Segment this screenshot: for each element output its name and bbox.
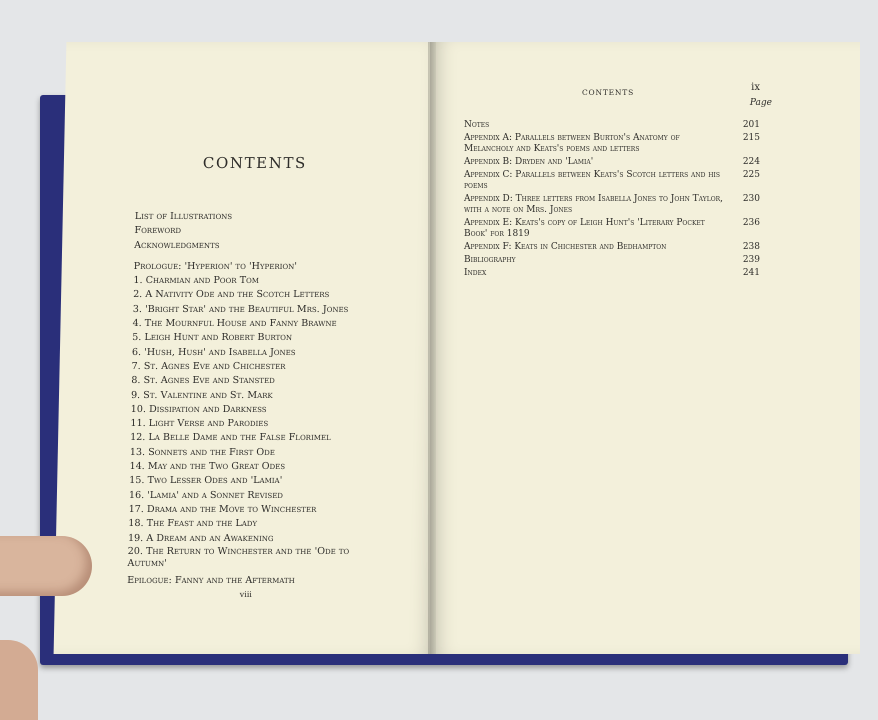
- toc-entry: 8. St. Agnes Eve and Stansted: [131, 375, 275, 387]
- toc-entry: 12. La Belle Dame and the False Florimel: [130, 432, 331, 444]
- toc-entry: Foreword: [134, 225, 182, 237]
- toc-entry: 20. The Return to Winchester and the 'Ode to Autumn': [127, 545, 350, 569]
- toc-entry: 7. St. Agnes Eve and Chichester: [131, 360, 286, 372]
- toc-entry: 6. 'Hush, Hush' and Isabella Jones: [131, 346, 296, 358]
- left-page: [54, 42, 449, 654]
- right-page: [430, 42, 860, 654]
- toc-entry: Appendix F: Keats in Chichester and Bedhampton 238: [464, 242, 760, 252]
- thumb: [0, 536, 92, 596]
- toc-entry: 5. Leigh Hunt and Robert Burton: [132, 332, 293, 344]
- running-head: CONTENTS: [582, 88, 635, 97]
- book-gutter: [428, 42, 436, 654]
- toc-entry: List of Illustrations: [134, 211, 233, 222]
- toc-entry: Bibliography 239: [464, 255, 760, 265]
- toc-entry: Appendix B: Dryden and 'Lamia' 224: [464, 157, 760, 167]
- toc-entry: Appendix E: Keats's copy of Leigh Hunt's 'Literary Pocket Book' for 1819 236: [464, 218, 760, 239]
- toc-entry: Notes 201: [464, 120, 760, 130]
- right-toc-list: [464, 120, 760, 281]
- toc-entry: Epilogue: Fanny and the Aftermath: [127, 574, 295, 586]
- page-number-left: viii: [239, 590, 253, 599]
- toc-entry: Appendix A: Parallels between Burton's Anatomy of Melancholy and Keats's poems and letters 215: [464, 133, 760, 154]
- toc-entry: Prologue: 'Hyperion' to 'Hyperion': [133, 260, 298, 272]
- toc-entry: Appendix D: Three letters from Isabella Jones to John Taylor, with a note on Mrs. Jones 230: [464, 194, 760, 215]
- contents-title: CONTENTS: [202, 154, 308, 172]
- toc-entry: Index 241: [464, 268, 760, 278]
- toc-entry: 18. The Feast and the Lady: [128, 518, 258, 530]
- hand: [0, 640, 38, 720]
- toc-entry: 9. St. Valentine and St. Mark: [130, 389, 273, 401]
- left-toc-list: [127, 210, 465, 588]
- toc-entry: 1. Charmian and Poor Tom: [133, 275, 260, 287]
- toc-entry: 16. 'Lamia' and a Sonnet Revised: [128, 489, 284, 501]
- toc-entry: Acknowledgments: [134, 239, 220, 251]
- toc-entry: Appendix C: Parallels between Keats's Scotch letters and his poems 225: [464, 170, 760, 191]
- toc-entry: 17. Drama and the Move to Winchester: [128, 503, 317, 515]
- page-column-label: Page: [749, 98, 772, 108]
- toc-entry: 3. 'Bright Star' and the Beautiful Mrs. Jones: [132, 303, 349, 315]
- toc-entry: 19. A Dream and an Awakening: [127, 532, 274, 544]
- toc-entry: 15. Two Lesser Odes and 'Lamia': [129, 475, 283, 487]
- toc-entry: 4. The Mournful House and Fanny Brawne: [132, 318, 337, 330]
- toc-entry: 13. Sonnets and the First Ode: [129, 446, 275, 458]
- toc-entry: 10. Dissipation and Darkness: [130, 403, 267, 415]
- toc-entry: 2. A Nativity Ode and the Scotch Letters: [132, 289, 330, 301]
- page-number-right: ix: [751, 82, 760, 93]
- toc-entry: 11. Light Verse and Parodies: [130, 418, 269, 430]
- toc-entry: 14. May and the Two Great Odes: [129, 461, 286, 473]
